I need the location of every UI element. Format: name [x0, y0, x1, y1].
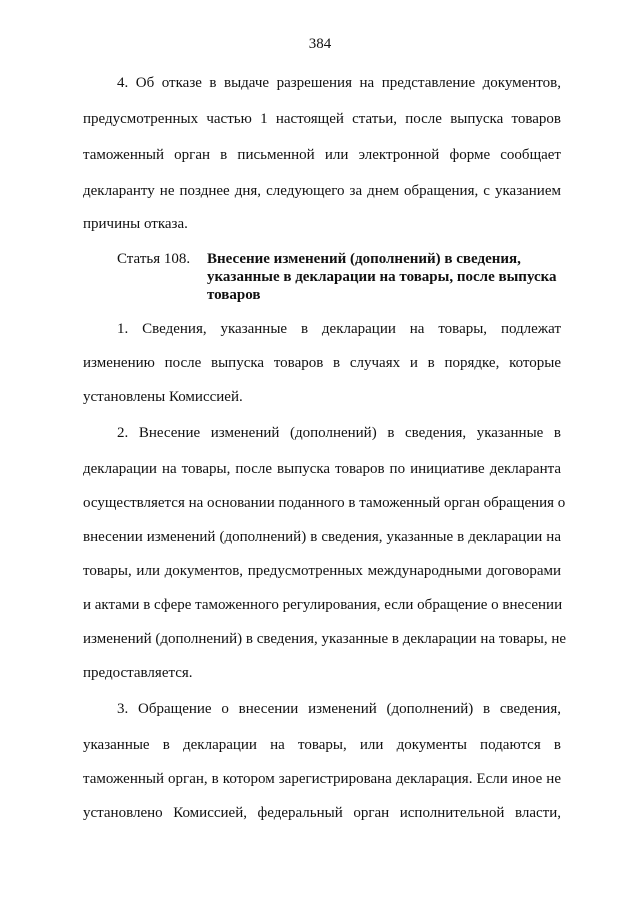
- paragraph-line: товары, или документов, предусмотренных международными договорами: [83, 563, 561, 579]
- paragraph-line: декларации на товары, после выпуска товаров по инициативе декларанта: [83, 461, 561, 477]
- paragraph-line: указанные в декларации на товары, или документы подаются в: [83, 737, 561, 753]
- article-title-line: товаров: [207, 287, 261, 303]
- paragraph-line: таможенный орган в письменной или электронной форме сообщает: [83, 147, 561, 163]
- paragraph-line: установлено Комиссией, федеральный орган исполнительной власти,: [83, 805, 561, 821]
- paragraph-line: изменению после выпуска товаров в случаях и в порядке, которые: [83, 355, 561, 371]
- paragraph-line: изменений (дополнений) в сведения, указанные в декларации на товары, не: [83, 631, 567, 647]
- paragraph-line: причины отказа.: [83, 216, 188, 232]
- paragraph-line: осуществляется на основании поданного в таможенный орган обращения о: [83, 495, 566, 511]
- article-title-line: указанные в декларации на товары, после выпуска: [207, 269, 557, 285]
- paragraph-line: внесении изменений (дополнений) в сведения, указанные в декларации на: [83, 529, 561, 545]
- paragraph-line: 3. Обращение о внесении изменений (дополнений) в сведения,: [117, 701, 561, 717]
- paragraph-line: предоставляется.: [83, 665, 193, 681]
- article-label: Статья 108.: [117, 251, 191, 267]
- paragraph-line: таможенный орган, в котором зарегистрирована декларация. Если иное не: [83, 771, 561, 787]
- paragraph-line: установлены Комиссией.: [83, 389, 243, 405]
- paragraph-line: 1. Сведения, указанные в декларации на товары, подлежат: [117, 321, 561, 337]
- paragraph-line: и актами в сфере таможенного регулирования, если обращение о внесении: [83, 597, 563, 613]
- page-number: 384: [308, 36, 332, 52]
- paragraph-line: декларанту не позднее дня, следующего за днем обращения, с указанием: [83, 183, 561, 199]
- article-title-line: Внесение изменений (дополнений) в сведения,: [207, 251, 521, 267]
- paragraph-line: 2. Внесение изменений (дополнений) в сведения, указанные в: [117, 425, 561, 441]
- paragraph-line: предусмотренных частью 1 настоящей статьи, после выпуска товаров: [83, 111, 561, 127]
- paragraph-line: 4. Об отказе в выдаче разрешения на представление документов,: [117, 75, 561, 91]
